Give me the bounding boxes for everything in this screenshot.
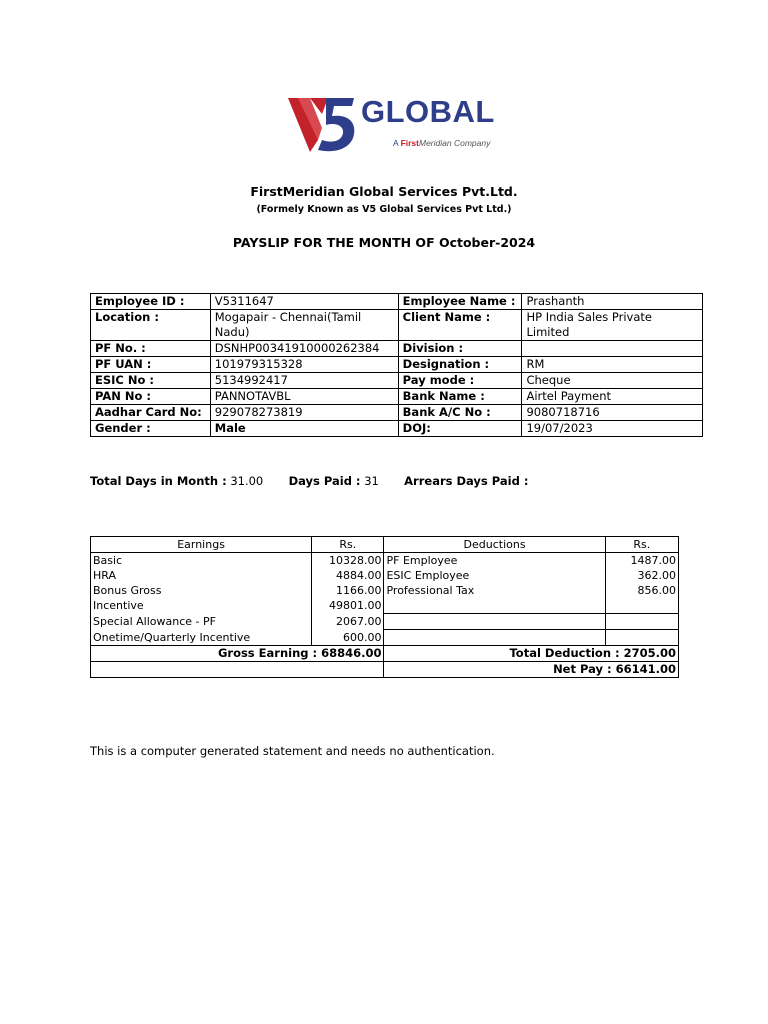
detail-value: HP India Sales Private Limited — [522, 310, 703, 341]
detail-value: Prashanth — [522, 294, 703, 310]
total-deduction: Total Deduction : 2705.00 — [384, 646, 679, 662]
table-row — [91, 389, 703, 405]
table-row — [91, 553, 679, 569]
detail-label: Bank A/C No : — [398, 405, 522, 421]
detail-label: Client Name : — [398, 310, 522, 341]
company-name: FirstMeridian Global Services Pvt.Ltd. — [250, 184, 518, 199]
detail-label: PF No. : — [91, 341, 211, 357]
logo-tagline: A FirstMeridian Company — [393, 138, 491, 148]
deduction-amount — [605, 598, 678, 614]
deduction-amount: 362.00 — [605, 568, 678, 583]
detail-label: Division : — [398, 341, 522, 357]
detail-value: V5311647 — [210, 294, 398, 310]
detail-label: Gender : — [91, 421, 211, 437]
detail-label: Location : — [91, 310, 211, 341]
table-row — [91, 310, 703, 341]
company-former-name: (Formely Known as V5 Global Services Pvt Ltd.) — [256, 204, 512, 215]
table-row — [91, 373, 703, 389]
detail-label: Employee Name : — [398, 294, 522, 310]
detail-label: DOJ: — [398, 421, 522, 437]
table-row — [91, 294, 703, 310]
empty-cell — [91, 662, 384, 678]
detail-value — [522, 341, 703, 357]
earning-label: Bonus Gross — [91, 583, 312, 598]
earning-label: Incentive — [91, 598, 312, 614]
days-summary — [90, 474, 528, 488]
deduction-label — [384, 630, 605, 646]
detail-label: Designation : — [398, 357, 522, 373]
earnings-header: Earnings — [91, 537, 312, 553]
table-row — [91, 357, 703, 373]
table-header-row — [91, 537, 679, 553]
detail-label: Employee ID : — [91, 294, 211, 310]
earnings-deductions-table — [90, 536, 679, 678]
table-row — [91, 341, 703, 357]
earning-label: Basic — [91, 553, 312, 569]
net-pay: Net Pay : 66141.00 — [384, 662, 679, 678]
table-row — [91, 630, 679, 646]
earning-label: Onetime/Quarterly Incentive — [91, 630, 312, 646]
detail-label: PAN No : — [91, 389, 211, 405]
v5-logo-icon — [288, 92, 358, 154]
earning-amount: 600.00 — [312, 630, 384, 646]
detail-label: Bank Name : — [398, 389, 522, 405]
detail-value: DSNHP00341910000262384 — [210, 341, 398, 357]
earning-amount: 49801.00 — [312, 598, 384, 614]
detail-value: 101979315328 — [210, 357, 398, 373]
earning-label: Special Allowance - PF — [91, 614, 312, 630]
detail-label: Aadhar Card No: — [91, 405, 211, 421]
arrears-days-label: Arrears Days Paid : — [404, 474, 529, 488]
table-row — [91, 405, 703, 421]
total-days-label: Total Days in Month : — [90, 474, 227, 488]
detail-value: RM — [522, 357, 703, 373]
earning-amount: 2067.00 — [312, 614, 384, 630]
deductions-rs-header: Rs. — [605, 537, 678, 553]
detail-label: Pay mode : — [398, 373, 522, 389]
net-pay-row — [91, 662, 679, 678]
deduction-label: PF Employee — [384, 553, 605, 569]
earning-amount: 1166.00 — [312, 583, 384, 598]
days-paid-label: Days Paid : — [288, 474, 361, 488]
deductions-header: Deductions — [384, 537, 605, 553]
detail-label: ESIC No : — [91, 373, 211, 389]
detail-value: PANNOTAVBL — [210, 389, 398, 405]
deduction-label — [384, 614, 605, 630]
earning-label: HRA — [91, 568, 312, 583]
totals-row — [91, 646, 679, 662]
table-row — [91, 568, 679, 583]
days-paid-value: 31 — [364, 474, 379, 488]
deduction-amount: 1487.00 — [605, 553, 678, 569]
employee-details-table — [90, 293, 703, 437]
deduction-label: ESIC Employee — [384, 568, 605, 583]
detail-value: Mogapair - Chennai(Tamil Nadu) — [210, 310, 398, 341]
earnings-rs-header: Rs. — [312, 537, 384, 553]
logo-wordmark: GLOBAL — [361, 94, 495, 129]
detail-value: Male — [210, 421, 398, 437]
earning-amount: 4884.00 — [312, 568, 384, 583]
deduction-label: Professional Tax — [384, 583, 605, 598]
detail-value: 929078273819 — [210, 405, 398, 421]
table-row — [91, 583, 679, 598]
detail-value: 9080718716 — [522, 405, 703, 421]
total-days-value: 31.00 — [230, 474, 264, 488]
detail-value: Airtel Payment — [522, 389, 703, 405]
detail-label: PF UAN : — [91, 357, 211, 373]
payslip-title: PAYSLIP FOR THE MONTH OF October-2024 — [232, 235, 536, 250]
deduction-amount — [605, 614, 678, 630]
detail-value: Cheque — [522, 373, 703, 389]
footer-note: This is a computer generated statement and needs no authentication. — [90, 744, 495, 758]
deduction-amount: 856.00 — [605, 583, 678, 598]
company-logo — [288, 92, 495, 160]
table-row — [91, 421, 703, 437]
deduction-amount — [605, 630, 678, 646]
earning-amount: 10328.00 — [312, 553, 384, 569]
detail-value: 19/07/2023 — [522, 421, 703, 437]
table-row — [91, 614, 679, 630]
deduction-label — [384, 598, 605, 614]
table-row — [91, 598, 679, 614]
detail-value: 5134992417 — [210, 373, 398, 389]
gross-earning: Gross Earning : 68846.00 — [91, 646, 384, 662]
